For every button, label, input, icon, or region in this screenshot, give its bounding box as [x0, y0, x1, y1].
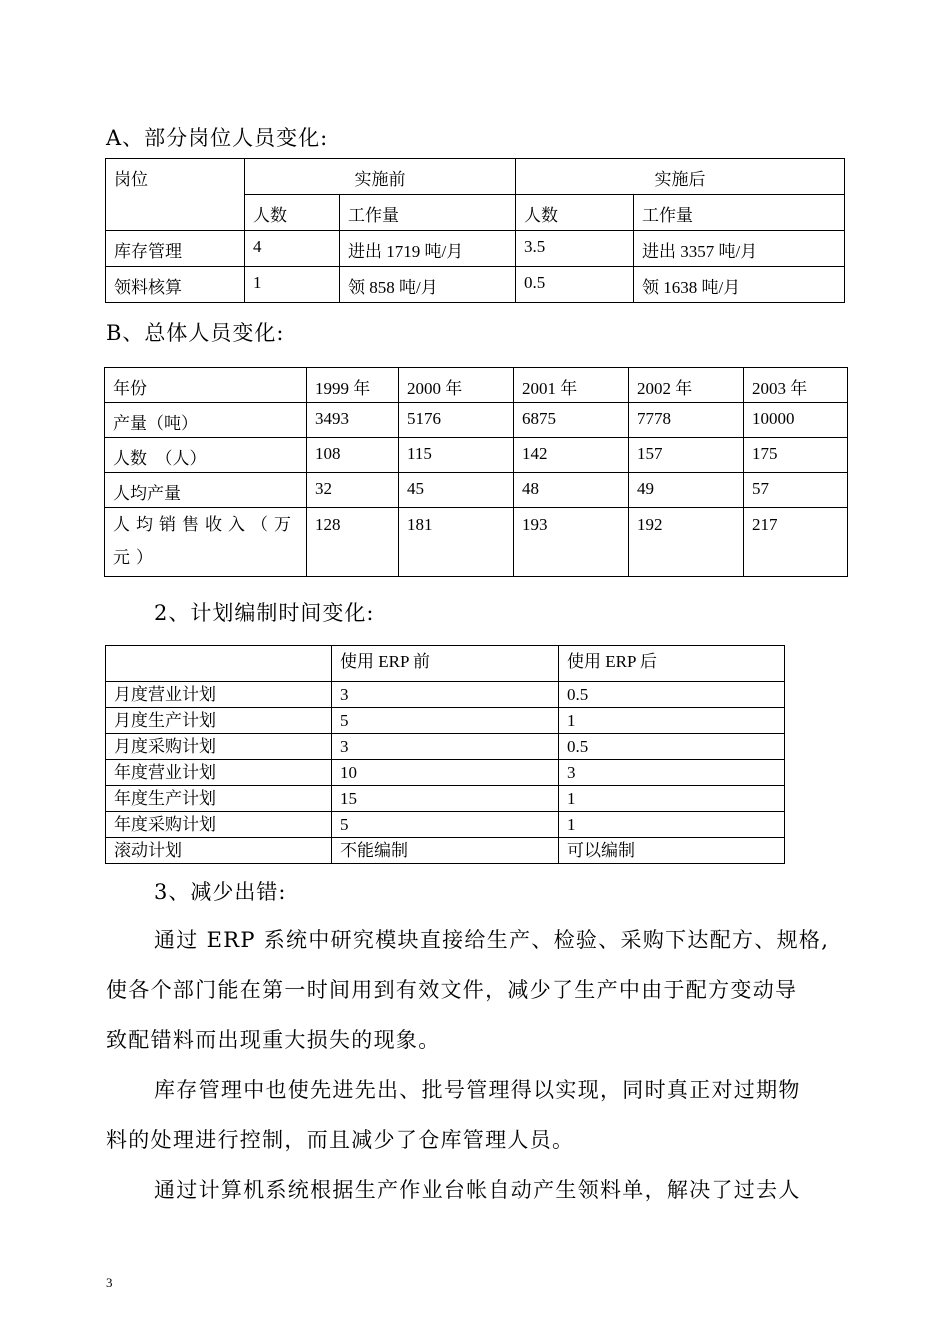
- header-1999: 1999 年: [307, 368, 399, 403]
- cell-value: 217: [744, 508, 848, 577]
- cell-value: 5: [332, 812, 559, 838]
- subheader-people-before: 人数: [245, 195, 340, 231]
- cell-work-before: 领 858 吨/月: [340, 267, 516, 303]
- page-number: 3: [106, 1275, 113, 1290]
- cell-value: 157: [629, 438, 744, 473]
- cell-value: 不能编制: [332, 838, 559, 864]
- table-row: [106, 267, 845, 303]
- header-post: 岗位: [106, 159, 245, 231]
- paragraph-line: 通过 ERP 系统中研究模块直接给生产、检验、采购下达配方、规格,: [154, 928, 830, 952]
- row-label: 滚动计划: [106, 838, 332, 864]
- cell-value: 3493: [307, 403, 399, 438]
- header-year: 年份: [105, 368, 307, 403]
- cell-people-before: 4: [245, 231, 340, 267]
- cell-work-after: 领 1638 吨/月: [634, 267, 845, 303]
- section-2-heading: 2、计划编制时间变化:: [154, 601, 375, 625]
- cell-value: 175: [744, 438, 848, 473]
- row-label: 人均产量: [105, 473, 307, 508]
- cell-post: 库存管理: [106, 231, 245, 267]
- cell-value: 48: [514, 473, 629, 508]
- table-row: [105, 403, 848, 438]
- header-before-erp: 使用 ERP 前: [332, 646, 559, 682]
- header-2002: 2002 年: [629, 368, 744, 403]
- cell-value: 5176: [399, 403, 514, 438]
- cell-value: 1: [559, 812, 785, 838]
- cell-value: 1: [559, 786, 785, 812]
- header-after: 实施后: [516, 159, 845, 195]
- post-staff-table: [105, 158, 845, 303]
- cell-post: 领料核算: [106, 267, 245, 303]
- table-row: [106, 812, 785, 838]
- cell-value: 10000: [744, 403, 848, 438]
- cell-value: 45: [399, 473, 514, 508]
- table-row: [106, 708, 785, 734]
- table-header-row: [106, 646, 785, 682]
- table-row: [106, 682, 785, 708]
- cell-value: 3: [559, 760, 785, 786]
- cell-value: 108: [307, 438, 399, 473]
- row-label: 产量（吨）: [105, 403, 307, 438]
- cell-value: 49: [629, 473, 744, 508]
- table-row: [105, 508, 848, 577]
- paragraph-line: 通过计算机系统根据生产作业台帐自动产生领料单，解决了过去人: [154, 1178, 801, 1202]
- subheader-work-after: 工作量: [634, 195, 845, 231]
- section-3-heading: 3、减少出错:: [154, 880, 287, 904]
- cell-value: 可以编制: [559, 838, 785, 864]
- cell-value: 57: [744, 473, 848, 508]
- cell-value: 192: [629, 508, 744, 577]
- cell-value: 15: [332, 786, 559, 812]
- cell-value: 6875: [514, 403, 629, 438]
- paragraph-line: 致配错料而出现重大损失的现象。: [106, 1028, 441, 1052]
- cell-value: 0.5: [559, 734, 785, 760]
- cell-value: 115: [399, 438, 514, 473]
- header-after-erp: 使用 ERP 后: [559, 646, 785, 682]
- row-label: 人均销售收入（万元）: [105, 508, 307, 577]
- subheader-people-after: 人数: [516, 195, 634, 231]
- table-row: [106, 760, 785, 786]
- cell-value: 5: [332, 708, 559, 734]
- row-label: 年度生产计划: [106, 786, 332, 812]
- cell-value: 32: [307, 473, 399, 508]
- paragraph-line: 库存管理中也使先进先出、批号管理得以实现，同时真正对过期物: [154, 1078, 801, 1102]
- cell-value: 0.5: [559, 682, 785, 708]
- section-b-heading: B、总体人员变化:: [106, 321, 285, 345]
- row-label: 人数 （人）: [105, 438, 307, 473]
- paragraph-line: 使各个部门能在第一时间用到有效文件，减少了生产中由于配方变动导: [106, 978, 798, 1002]
- table-row: [106, 734, 785, 760]
- cell-value: 1: [559, 708, 785, 734]
- cell-value: 181: [399, 508, 514, 577]
- row-label: 年度营业计划: [106, 760, 332, 786]
- header-2003: 2003 年: [744, 368, 848, 403]
- cell-work-after: 进出 3357 吨/月: [634, 231, 845, 267]
- table-row: [106, 838, 785, 864]
- overall-staff-table: [104, 367, 848, 577]
- table-row: [105, 438, 848, 473]
- header-2000: 2000 年: [399, 368, 514, 403]
- header-blank: [106, 646, 332, 682]
- cell-people-before: 1: [245, 267, 340, 303]
- row-label: 月度生产计划: [106, 708, 332, 734]
- table-row: [105, 473, 848, 508]
- cell-people-after: 0.5: [516, 267, 634, 303]
- table-row: [106, 786, 785, 812]
- cell-value: 128: [307, 508, 399, 577]
- row-label: 月度营业计划: [106, 682, 332, 708]
- header-2001: 2001 年: [514, 368, 629, 403]
- section-a-heading: A、部分岗位人员变化:: [106, 126, 329, 150]
- cell-people-after: 3.5: [516, 231, 634, 267]
- header-before: 实施前: [245, 159, 516, 195]
- cell-value: 7778: [629, 403, 744, 438]
- cell-value: 3: [332, 682, 559, 708]
- plan-time-table: [105, 645, 785, 864]
- cell-value: 142: [514, 438, 629, 473]
- row-label: 月度采购计划: [106, 734, 332, 760]
- cell-value: 10: [332, 760, 559, 786]
- cell-value: 3: [332, 734, 559, 760]
- cell-value: 193: [514, 508, 629, 577]
- cell-work-before: 进出 1719 吨/月: [340, 231, 516, 267]
- paragraph-line: 料的处理进行控制，而且减少了仓库管理人员。: [106, 1128, 575, 1152]
- table-row: [106, 231, 845, 267]
- table-header-row: [105, 368, 848, 403]
- row-label: 年度采购计划: [106, 812, 332, 838]
- subheader-work-before: 工作量: [340, 195, 516, 231]
